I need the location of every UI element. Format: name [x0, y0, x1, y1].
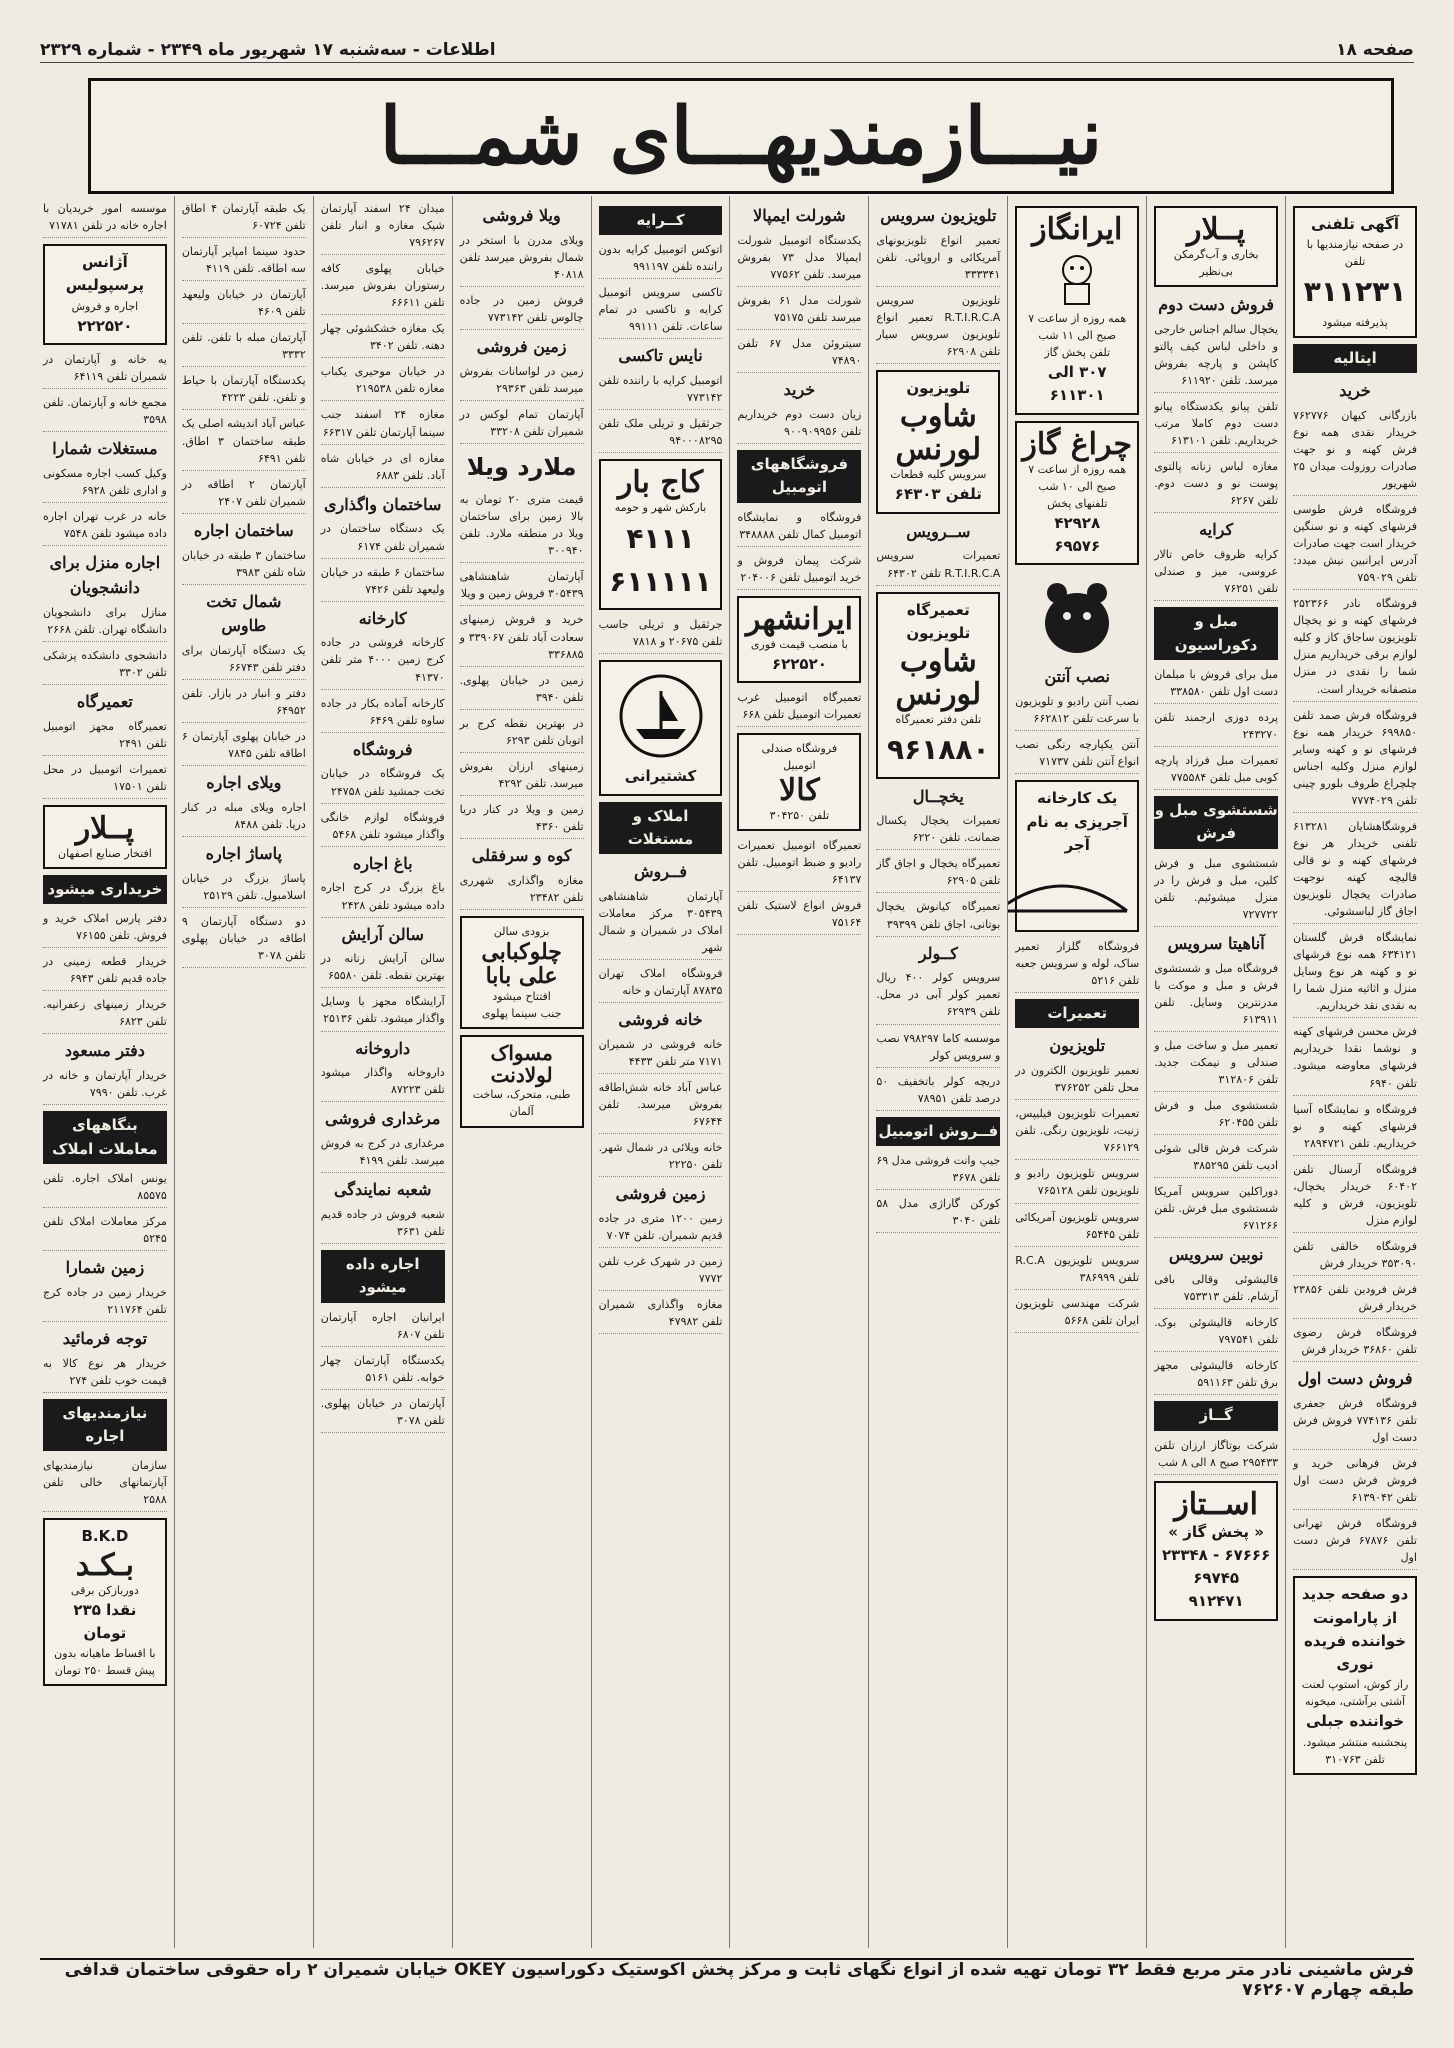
- aria-title: آناهیتا سرویس: [1167, 933, 1265, 953]
- ad: فروشگاه و نمایشگاه اتومبیل کمال تلفن ۳۴۸۸۸۸: [737, 509, 861, 547]
- ad: خریدار زمین در جاده کرج تلفن ۲۱۱۷۶۴: [43, 1284, 167, 1322]
- butane-brand: اســتاز: [1174, 1486, 1258, 1522]
- bkd-price: نقدا ۲۳۵ تومان: [73, 1600, 137, 1642]
- kooh-title: کوه و سرفقلی: [471, 846, 572, 865]
- ad: تعمیرگاه مجهز اتومبیل تلفن ۲۴۹۱: [43, 718, 167, 756]
- rent-title: کرایه: [1199, 520, 1234, 540]
- ad: موسسه کاما ۷۹۸۲۹۷ نصب و سرویس کولر: [876, 1030, 1000, 1068]
- kebab-line: جنب سینما پهلوی: [481, 1007, 562, 1021]
- taxi-title: نایس تاکسی: [618, 346, 703, 366]
- ad: خانه در غرب تهران اجاره داده میشود تلفن ۷۵۴۸: [43, 508, 167, 546]
- ad: باغ بزرگ در کرج اجاره داده میشود تلفن ۲۴۲۸: [321, 879, 445, 917]
- kajbar-box: [599, 459, 723, 610]
- ad: عباس آباد خانه شش‌اطاقه بفروش میرسد. تلفن ۶۷۶۴۴: [599, 1079, 723, 1134]
- chiragh-label: تلفنهای پخش: [1047, 496, 1108, 510]
- ad: آپارتمان تمام لوکس در شمیران تلفن ۳۳۲۰۸: [460, 406, 584, 444]
- concert-line: دو صفحه جدید از پارامونت: [1301, 1585, 1409, 1627]
- ad: تاکسی سرویس اتومبیل کرایه و تاکسی در تمام ساعات. تلفن ۹۹۱۱۱: [599, 284, 723, 339]
- ad: تعمیرات اتومبیل در محل تلفن ۱۷۵۰۱: [43, 761, 167, 799]
- land-title: زمین شمارا: [65, 1257, 145, 1277]
- salon-title: سالن آرایش: [341, 924, 424, 944]
- concert-line: خواننده فریده نوری: [1303, 1631, 1407, 1674]
- ad: شستشوی مبل و فرش کلین، مبل و فرش را در منزل میشوئیم. تلفن ۷۲۷۷۲۲: [1154, 855, 1278, 927]
- ad: سرویس تلویزیون R.C.A تلفن ۳۸۶۹۹۹: [1015, 1252, 1139, 1290]
- nobin-title: نوبین سرویس: [1168, 1245, 1264, 1265]
- ad: فروشگاه فرش رضوی تلفن ۳۶۸۶۰ خریدار فرش: [1293, 1324, 1417, 1362]
- fridge-title: یخچــال: [912, 786, 964, 806]
- buyer-label: خریداری میشود: [43, 875, 167, 904]
- kebab-line: افتتاح میشود: [492, 990, 551, 1004]
- column-1: [1285, 196, 1424, 1948]
- ad: شعبه فروش در جاده قدیم تلفن ۳۶۳۱: [321, 1206, 445, 1244]
- villa-title: ویلا فروشی: [482, 206, 561, 225]
- ad: آپارتمان در خیابان ولیعهد تلفن ۴۶۰۹: [182, 286, 306, 324]
- phone-box-title: آگهی تلفنی: [1311, 215, 1400, 233]
- ad: ویلای مدرن با استخر در شمال بفروش میرسد تلفن ۴۰۸۱۸: [460, 232, 584, 287]
- ad: مبل برای فروش با مبلمان دست اول تلفن ۳۳۸۵۸۰: [1154, 666, 1278, 704]
- antenna-title: نصب آنتن: [1044, 667, 1110, 687]
- ad: فروشگاه املاک تهران ۸۷۸۳۵ آپارتمان و خانه: [599, 965, 723, 1003]
- shaub-phone: ۹۶۱۸۸۰: [887, 733, 990, 767]
- ad: خانه فروشی در شمیران ۷۱۷۱ متر تلفن ۴۴۳۳: [599, 1036, 723, 1074]
- iranshahr-box: [737, 596, 861, 683]
- shaub-box-2: [876, 592, 1000, 779]
- ad: یک مغازه خشکشوئی چهار دهنه. تلفن ۳۴۰۲: [321, 320, 445, 358]
- ad: پاساژ بزرگ در خیابان اسلامبول. تلفن ۲۵۱۲۹: [182, 870, 306, 908]
- ad: مغازه ۲۴ اسفند جنب سینما آپارتمان تلفن ۶۶۳۱۷: [321, 406, 445, 444]
- gas-title: گــاز: [1154, 1401, 1278, 1430]
- phone-box-line: در صفحه نیازمندیها با تلفن: [1306, 238, 1404, 269]
- column-4: [868, 196, 1007, 1948]
- ad: فروشگاه نادر ۲۵۲۳۶۶ فرشهای کهنه و نو یخچال تلویزیون ساجاق کاز و کلیه لوازم برقی خریداریم منزل شما را نقدی در منزل متصفانه خریدار است.: [1293, 595, 1417, 701]
- kajbar-line: بارکش شهر و حومه: [614, 501, 707, 515]
- ad: تعمیر انواع تلویزیونهای آمریکائی و اروپائی. تلفن ۳۳۳۳۴۱: [876, 232, 1000, 287]
- ad: تعمیرگاه اتومبیل غرب تعمیرات اتومبیل تلفن ۶۶۸: [737, 689, 861, 727]
- ad: میدان ۲۴ اسفند آپارتمان شیک مغازه و انبار تلفن ۷۹۶۲۶۷: [321, 200, 445, 255]
- ad: اتومبیل کرایه با راننده تلفن ۷۷۳۱۴۲: [599, 372, 723, 410]
- rent-apt-title: مستغلات شمارا: [52, 439, 158, 459]
- ad: تعمیرات یخچال یکسال ضمانت. تلفن ۶۲۲۰: [876, 812, 1000, 850]
- ad: کارخانه آماده بکار در جاده ساوه تلفن ۶۴۶۹: [321, 695, 445, 733]
- ad: شورلت مدل ۶۱ بفروش میرسد تلفن ۷۵۱۷۵: [737, 292, 861, 330]
- pallar-box: [43, 805, 167, 869]
- persepolis-brand: آژانس پرسپولیس: [65, 253, 144, 295]
- bkd-brand: بـکـد: [75, 1547, 135, 1583]
- shop-title: فروشگاه: [352, 739, 413, 759]
- column-7: [452, 196, 591, 1948]
- tv-service-title: تلویزیون سرویس: [880, 206, 997, 225]
- column-3: [1007, 196, 1146, 1948]
- phone-ad-box: [1293, 206, 1417, 338]
- concert-box: [1293, 1576, 1417, 1774]
- pallar-tagline: بخاری و آب‌گرمکن بی‌نظیر: [1173, 248, 1259, 279]
- ad: قالیشوئی وقالی بافی آرشام. تلفن ۷۵۳۳۱۳: [1154, 1271, 1278, 1309]
- ad: سازمان نیازمندیهای آپارتمانهای خالی تلفن ۲۵۸۸: [43, 1457, 167, 1512]
- kala-line: فروشگاه صندلی اتومبیل: [761, 742, 838, 773]
- irangaz-brand: ایرانگاز: [1032, 212, 1123, 247]
- ad: وکیل کسب اجاره مسکونی و اداری تلفن ۶۹۲۸: [43, 465, 167, 503]
- banks-label: بنگاههای معاملات املاک: [43, 1111, 167, 1164]
- ad: بازرگانی کیهان ۷۶۲۷۷۶ خریدار نقدی همه نوع فرش کهنه و نو جهت صادرات روزولت میدان ۲۵ شهریور: [1293, 407, 1417, 496]
- issue-line: اطلاعات - سه‌شنبه ۱۷ شهریور ماه ۲۳۴۹ - شماره ۲۳۲۹: [40, 40, 496, 60]
- ad: اجاره ویلای مبله در کنار دریا. تلفن ۸۴۸۸: [182, 799, 306, 837]
- ad: سرویس کولر ۴۰۰ ریال تعمیر کولر آبی در محل. تلفن ۶۲۹۳۹: [876, 969, 1000, 1024]
- ad: خریدار زمینهای زعفرانیه. تلفن ۶۸۲۳: [43, 996, 167, 1034]
- ad: زمین و ویلا در کنار دریا تلفن ۴۳۶۰: [460, 801, 584, 839]
- kajbar-brand: کاج بار: [617, 465, 704, 501]
- ad: یکدستگاه آپارتمان با حیاط و تلفن. تلفن ۴۲۲۳: [182, 372, 306, 410]
- ad: سرویس تلویزیون رادیو و تلویزیون تلفن ۷۶۵۱۲۸: [1015, 1165, 1139, 1203]
- secondhand-title: فروش دست دوم: [1158, 295, 1275, 315]
- ad: فروشگاه گلزار تعمیر ساک، لوله و سرویس جعبه تلفن ۵۲۱۶: [1015, 938, 1139, 993]
- bear-logo-icon: [1017, 571, 1137, 661]
- ad: در بهترین نقطه کرج بر اتوبان تلفن ۶۲۹۳: [460, 715, 584, 753]
- ad: فروشگاه لوازم خانگی واگذار میشود تلفن ۵۴۶۸: [321, 809, 445, 847]
- ad: ساختمان ۳ طبقه در خیابان شاه تلفن ۳۹۸۳: [182, 547, 306, 585]
- ad: دو دستگاه آپارتمان ۹ اطاقه در خیابان پهلوی تلفن ۳۰۷۸: [182, 913, 306, 968]
- ad: زمین در شهرک غرب تلفن ۷۷۷۲: [599, 1253, 723, 1291]
- ad: خریدار قطعه زمینی در جاده قدیم تلفن ۶۹۴۳: [43, 953, 167, 991]
- cooler-title: کــولر: [918, 943, 958, 963]
- ad: ایرانیان اجاره آپارتمان تلفن ۶۸۰۷: [321, 1309, 445, 1347]
- ad: داروخانه واگذار میشود تلفن ۸۷۲۲۳: [321, 1064, 445, 1102]
- ad: تعمیرات سرویس R.T.I.R.C.A تلفن ۶۴۳۰۲: [876, 547, 1000, 585]
- masthead-title: نیـــازمندیهـــای شمـــا: [379, 90, 1103, 182]
- chiragh-hours: همه روزه از ساعت ۷ صبح الی ۱۰ شب: [1028, 462, 1127, 493]
- ad: خرید و فروش زمینهای سعادت آباد تلفن ۳۳۹۰۶۷ و ۳۳۶۸۸۵: [460, 611, 584, 666]
- ad: موسسه امور خریدیان با اجاره خانه در تلفن ۷۱۷۸۱: [43, 200, 167, 238]
- ad: شرکت پیمان فروش و خرید اتومبیل تلفن ۲۰۴۰۰۶: [737, 552, 861, 590]
- concert-line: راز کوش، استوپ لعنت: [1301, 1678, 1409, 1692]
- ad: فروشگاه مبل و شستشوی فرش و مبل و موکت با مدرنترین وسایل. تلفن ۶۱۳۹۱۱: [1154, 960, 1278, 1032]
- bkd-installment: با اقساط ماهیانه بدون پیش قسط ۲۵۰ تومان: [54, 1647, 156, 1678]
- ad: جیپ وانت فروشی مدل ۶۹ تلفن ۳۶۷۸: [876, 1152, 1000, 1190]
- kebab-line: بزودی سالن: [493, 924, 550, 938]
- shaub-line: سرویس کلیه قطعات: [890, 468, 987, 482]
- ad: تعمیر مبل و ساخت مبل و صندلی و نیمکت جدید. تلفن ۳۱۲۸۰۶: [1154, 1037, 1278, 1092]
- butane-phone: ۶۷۶۶۶ - ۲۳۳۴۸: [1162, 1545, 1271, 1564]
- chiragh-brand: چراغ گاز: [1022, 426, 1133, 462]
- ad: دفتر و انبار در بازار. تلفن ۶۴۹۵۲: [182, 685, 306, 723]
- concert-line: پنجشنبه منتشر میشود. تلفن ۳۱۰۷۶۳: [1302, 1735, 1408, 1766]
- shaub-brand: شاوب لورنس: [895, 399, 982, 468]
- service-title: ســرویس: [906, 521, 971, 541]
- ad: خریدار آپارتمان و خانه در غرب. تلفن ۷۹۹۰: [43, 1067, 167, 1105]
- repair-title: تعمیرگاه: [76, 691, 133, 711]
- pallar-tagline: افتخار صنایع اصفهان: [58, 846, 152, 860]
- land-title: زمین فروشی: [476, 337, 567, 357]
- building-title: ساختمان واگذاری: [324, 494, 442, 514]
- office-title: شمال تخت طاوس: [206, 591, 282, 636]
- shaub-brand: شاوب لورنس: [895, 644, 982, 713]
- kala-brand: کالا: [779, 773, 820, 809]
- butane-phone: ۹۱۲۴۷۱: [1188, 1592, 1244, 1611]
- bkd-box: [43, 1518, 167, 1686]
- kala-box: [737, 733, 861, 831]
- ad: اتوکس اتومبیل کرایه بدون راننده تلفن ۹۹۱۱۹۷: [599, 241, 723, 279]
- gas-mascot-icon: [1047, 250, 1107, 306]
- garden-title: باغ اجاره: [352, 853, 413, 873]
- shaub-box: [876, 370, 1000, 514]
- ad: یک دستگاه آپارتمان برای دفتر تلفن ۶۶۷۴۳: [182, 642, 306, 680]
- school-title: شعبه نمایندگی: [334, 1180, 432, 1200]
- ad: مغازه لباس زنانه پالتوی پوست نو و دست دوم. تلفن ۶۲۶۷: [1154, 458, 1278, 513]
- ad: یونس املاک اجاره. تلفن ۸۵۵۷۵: [43, 1170, 167, 1208]
- concert-line: خواننده جبلی: [1306, 1712, 1405, 1731]
- ad: سرویس تلویزیون آمریکائی تلفن ۶۵۴۴۵: [1015, 1209, 1139, 1247]
- shaub-line: تلفن دفتر تعمیرگاه: [895, 713, 982, 727]
- ad: یکدستگاه اتومبیل شورلت ایمپالا مدل ۷۳ بفروش میرسد. تلفن ۷۷۵۶۲: [737, 232, 861, 287]
- ad: شستشوی مبل و فرش تلفن ۶۲۰۴۵۵: [1154, 1097, 1278, 1135]
- furniture-title: مبل و دکوراسیون: [1154, 607, 1278, 660]
- irangaz-hours: همه روزه از ساعت ۷ صبح الی ۱۱ شب: [1028, 312, 1127, 343]
- bridge-illustration-icon: [1007, 861, 1132, 921]
- irangaz-phone: ۳۰۷ الی ۶۱۱۳۰۱: [1047, 363, 1107, 405]
- pharmacy-title: داروخانه: [355, 1038, 411, 1058]
- realestate-label: املاک و مستغلات: [599, 802, 723, 855]
- villa-rent-title: ویلای اجاره: [206, 773, 282, 793]
- page-header-line: [40, 38, 1414, 63]
- ad: تعمیر تلویزیون الکترون در محل تلفن ۳۷۶۲۵۲: [1015, 1062, 1139, 1100]
- ad: کارخانه قالیشوئی مجهز برق تلفن ۵۹۱۱۶۳: [1154, 1357, 1278, 1395]
- ad: زمین ۱۲۰۰ متری در جاده قدیم شمیران. تلفن ۷۰۷۴: [599, 1210, 723, 1248]
- miswak-box: [460, 1035, 584, 1127]
- attention-title: توجه فرمائید: [62, 1328, 148, 1348]
- land-title: زمین فروشی: [615, 1184, 706, 1204]
- ad: آپارتمان در خیابان پهلوی. تلفن ۳۰۷۸: [321, 1395, 445, 1433]
- ad: فرش محسن فرشهای کهنه و نوشما نقدا خریداریم فرشهای معاوضه میشود. تلفن ۶۹۴۰: [1293, 1023, 1417, 1095]
- persepolis-box: [43, 244, 167, 345]
- ad: آپارتمان ۲ اطاقه در شمیران تلفن ۲۴۰۷: [182, 476, 306, 514]
- ad: تعمیرگاه یخچال و اجاق گاز تلفن ۶۲۹۰۵: [876, 855, 1000, 893]
- pallar-box: [1154, 206, 1278, 287]
- ad: فرش فرهانی خرید و فروش فرش دست اول تلفن ۶۱۳۹۰۴۲: [1293, 1455, 1417, 1510]
- ship-label: کشتیرانی: [624, 767, 697, 786]
- irangaz-box: [1015, 206, 1139, 415]
- chiragh-phone: ۴۲۹۲۸: [1054, 513, 1101, 532]
- bkd-line: دوربازکن برقی: [70, 1583, 139, 1597]
- ad: منازل برای دانشجویان دانشگاه تهران. تلفن ۲۶۶۸: [43, 604, 167, 642]
- chiragh-phone: ۶۹۵۷۶: [1054, 537, 1101, 556]
- persepolis-phone: ۲۲۲۵۲۰: [77, 316, 133, 335]
- ad: خیابان پهلوی کافه رستوران بفروش میرسد. تلفن ۶۶۶۱۱: [321, 260, 445, 315]
- kajbar-phone: ۴۱۱۱: [626, 521, 695, 555]
- tv-title: تلویزیون: [1049, 1036, 1106, 1056]
- ambala-title: شورلت ایمپالا: [753, 206, 846, 225]
- column-5: [729, 196, 868, 1948]
- footer-ad-strip: [40, 1958, 1414, 2000]
- ad: یه خانه و آپارتمان در شمیران تلفن ۶۴۱۱۹: [43, 351, 167, 389]
- ad: زمین در لواسانات بفروش میرسد تلفن ۲۹۳۶۳: [460, 363, 584, 401]
- ad: کورکن گاراژی مدل ۵۸ تلفن ۳۰۴۰: [876, 1195, 1000, 1233]
- ad: مغازه واگذاری شمیران تلفن ۴۷۹۸۲: [599, 1296, 723, 1334]
- wash-title: شستشوی مبل و فرش: [1154, 796, 1278, 849]
- ship-box: [599, 660, 723, 795]
- ad: آرایشگاه مجهز با وسایل واگذار میشود. تلفن ۲۵۱۳۶: [321, 993, 445, 1031]
- ad: فروشگاه خالقی تلفن ۳۵۳۰۹۰ خریدار فرش: [1293, 1238, 1417, 1276]
- ad: یکدستگاه آپارتمان چهار خوابه. تلفن ۵۱۶۱: [321, 1352, 445, 1390]
- pallar-brand: پــلار: [75, 810, 135, 846]
- ad: فروش انواع لاستیک تلفن ۷۵۱۶۴: [737, 897, 861, 935]
- ad: یخچال سالم اجناس خارجی و داخلی لباس کیف پالتو کاپشن و پارچه بفروش میرسد. تلفن ۶۱۱۹۲۰: [1154, 321, 1278, 393]
- promo-box: [1015, 780, 1139, 932]
- repairs-title: تعمیرات: [1015, 999, 1139, 1028]
- iranshahr-line: با منصب قیمت فوری: [750, 637, 848, 651]
- ad: مجمع خانه و آپارتمان. تلفن ۳۵۹۸: [43, 394, 167, 432]
- page-label: صفحه ۱۸: [1336, 40, 1414, 60]
- butane-phone: ۶۹۷۴۵: [1193, 1569, 1240, 1588]
- bkd-latin: B.K.D: [81, 1527, 129, 1546]
- ad: فروشگاه فرش طوسی فرشهای کهنه و نو سنگین خریدار است جهت صادرات آدرس ایرانبین نیش میدد: تلفن ۷۵۹۰۲۹: [1293, 501, 1417, 590]
- ad: کارخانه فروشی در جاده کرج زمین ۴۰۰۰ متر تلفن ۴۱۳۷۰: [321, 634, 445, 689]
- column-10: [36, 196, 174, 1948]
- ad: خانه ویلائی در شمال شهر. تلفن ۲۲۲۵۰: [599, 1139, 723, 1177]
- ad: عباس آباد اندیشه اصلی یک طبقه ساختمان ۳ اطاق. تلفن ۶۴۹۱: [182, 415, 306, 470]
- ad: فروشگاه فرش تهرانی تلفن ۶۷۸۷۶ فرش دست اول: [1293, 1515, 1417, 1570]
- ad: دفتر پارس املاک خرید و فروش. تلفن ۷۶۱۵۵: [43, 910, 167, 948]
- carshop-label: فروشگاههای اتومبیل: [737, 450, 861, 503]
- ad: تعمیرگاه اتومبیل تعمیرات رادیو و ضبط اتومبیل. تلفن ۶۴۱۳۷: [737, 837, 861, 892]
- ad: تلویزیون سرویس R.T.I.R.C.A تعمیر انواع تلویزیون سرویس سیار تلفن ۶۲۹۰۸: [876, 292, 1000, 364]
- ad: زمینهای ارزان بفروش میرسد. تلفن ۴۲۹۲: [460, 758, 584, 796]
- chiragh-box: [1015, 421, 1139, 566]
- ad: تعمیرات مبل فرزاد پارچه کوبی مبل تلفن ۷۷۵۵۸۴: [1154, 752, 1278, 790]
- kala-phone: تلفن ۳۰۴۲۵۰: [769, 809, 830, 823]
- students-title: اجاره منزل برای دانشجویان: [49, 553, 161, 597]
- ad: شرکت مهندسی تلویزیون ایران تلفن ۵۶۶۸: [1015, 1295, 1139, 1333]
- ad: مغازه ای در خیابان شاه آباد. تلفن ۶۸۸۳: [321, 450, 445, 488]
- ad: دوراکلین سرویس آمریکا شستشوی مبل فرش. تلفن ۶۷۱۲۶۶: [1154, 1183, 1278, 1238]
- column-8: [313, 196, 452, 1948]
- ad: مرکز معاملات املاک تلفن ۵۲۴۵: [43, 1213, 167, 1251]
- ad: نصب آنتن رادیو و تلویزیون با سرعت تلفن ۶۶۲۸۱۲: [1015, 693, 1139, 731]
- ad: تلفن پیانو یکدستگاه پیانو دست دوم کاملا مرتب خریداریم. تلفن ۶۱۳۱۰۱: [1154, 398, 1278, 453]
- sale-title: فــروش: [633, 862, 688, 882]
- buy-title: خرید: [1339, 381, 1371, 401]
- columns-grid: [36, 196, 1424, 1948]
- pasarg-title: پاساژ اجاره: [205, 844, 282, 864]
- ad: یک فروشگاه در خیابان تخت جمشید تلفن ۲۴۷۵۸: [321, 765, 445, 803]
- shaub-line: تلویزیون: [906, 379, 971, 398]
- rent-label: کــرایه: [599, 206, 723, 235]
- ad: فروشگاه فرش جعفری تلفن ۷۷۴۱۳۶ فروش فرش دست اول: [1293, 1395, 1417, 1450]
- ship-emblem-icon: [616, 671, 706, 761]
- ad: ساختمان ۶ طبقه در خیابان ولیعهد تلفن ۷۴۲۶: [321, 564, 445, 602]
- pallar-brand: پــلار: [1186, 212, 1246, 247]
- column-9: [174, 196, 313, 1948]
- ad: آنتن یکپارچه رنگی نصب انواع آنتن تلفن ۷۱۷۳۷: [1015, 736, 1139, 774]
- butane-box: [1154, 1481, 1278, 1621]
- ad: فروشگاه آرسنال تلفن ۶۰۴۰۲ خریدار یخچال، تلویزیون، فرش و کلیه لوازم منزل: [1293, 1161, 1417, 1233]
- ad: یک طبقه آپارتمان ۴ اطاق تلفن ۶۰۷۲۴: [182, 200, 306, 238]
- car-title: فــروش اتومبیل: [876, 1117, 1000, 1146]
- ad: شرکت فرش قالی شوئی ادیب تلفن ۳۸۵۲۹۵: [1154, 1140, 1278, 1178]
- ad: آپارتمان شاهنشاهی ۳۰۵۴۳۹ مرکز معاملات املاک در شمیران و شمال شهر: [599, 888, 723, 960]
- ad: کارخانه قالیشوئی بوک. تلفن ۷۹۷۵۴۱: [1154, 1314, 1278, 1352]
- ad: فروشگاه فرش صمد تلفن ۶۹۹۸۵۰ خریدار همه نوع فرشهای نو و کهنه وسایر لوازم منزل وکلیه اجناس چلچراغ ظروف بلورو چینی تلفن ۷۷۷۴۰۲۹: [1293, 707, 1417, 813]
- miswak-line: طبی، متحرک، ساخت آلمان: [472, 1088, 571, 1119]
- factory-title: کارخانه: [358, 608, 407, 628]
- ad: فرش فرودین تلفن ۲۳۸۵۶ خریدار فرش: [1293, 1281, 1417, 1319]
- phone-box-note: پذیرفته میشود: [1322, 315, 1388, 329]
- ad: فروشگاه و نمایشگاه آسیا فرشهای کهنه و نو خریداریم. تلفن ۲۸۹۴۷۲۱: [1293, 1101, 1417, 1156]
- ad: دریچه کولر باتخفیف ۵۰ درصد تلفن ۷۸۹۵۱: [876, 1073, 1000, 1111]
- miswak-brand: مسواک لولادنت: [490, 1041, 553, 1088]
- secondhand-title: فروش دست اول: [1297, 1369, 1413, 1389]
- ad: در خیابان موحیری یکباب مغازه تلفن ۲۱۹۵۳۸: [321, 363, 445, 401]
- ad: آپارتمان مبله با تلفن. تلفن ۳۳۳۲: [182, 329, 306, 367]
- column-6: [591, 196, 730, 1948]
- ad: مغازه واگذاری شهرری تلفن ۲۳۴۸۲: [460, 872, 584, 910]
- ad: خریدار هر نوع کالا به قیمت خوب تلفن ۲۷۴: [43, 1355, 167, 1393]
- shaub-line: تعمیرگاه تلویزیون: [906, 600, 971, 642]
- ad: قیمت متری ۲۰ تومان به بالا زمین برای ساختمان ویلا در منطقه ملارد. تلفن ۳۰۰۹۴۰: [460, 491, 584, 563]
- ad: یک دستگاه ساختمان در شمیران تلفن ۶۱۷۴: [321, 520, 445, 558]
- irangaz-label: تلفن پخش گاز: [1044, 346, 1111, 360]
- lease-label: اجاره داده میشود: [321, 1250, 445, 1303]
- ad: فروش زمین در جاده چالوس تلفن ۷۷۳۱۴۲: [460, 292, 584, 330]
- column-2: [1146, 196, 1285, 1948]
- buy-title: خرید: [783, 380, 816, 400]
- kajbar-phone: ۶۱۱۱۱۱: [609, 564, 712, 598]
- iranshahr-phone: ۶۲۲۵۲۰: [771, 654, 827, 673]
- ad: زیان دست دوم خریداریم تلفن ۹۰۰۹۰۹۹۵۶: [737, 406, 861, 444]
- ad: کرایه ظروف خاص تالار عروسی، میز و صندلی تلفن ۷۶۲۵۱: [1154, 546, 1278, 601]
- footer-text: فرش ماشینی نادر متر مربع فقط ۳۲ تومان تهیه شده از انواع نگهای ثابت و مرکز پخش اکوستیک دکوراسیون OKEY خیابان شمیران ۲ راه حقوقی ساختمان قدافی طبقه چهارم ۷۶۲۶۰۷: [64, 1960, 1414, 2000]
- ad: آپارتمان شاهنشاهی ۳۰۵۴۳۹ فروش زمین و ویلا: [460, 568, 584, 606]
- ad: جرثقیل و تریلی جاسب تلفن ۲۰۶۷۵ و ۷۸۱۸: [599, 616, 723, 654]
- ad: دانشجوی دانشکده پزشکی تلفن ۳۳۰۲: [43, 647, 167, 685]
- masood-title: دفتر مسعود: [64, 1041, 145, 1061]
- shaub-phone: تلفن ۶۴۳۰۳: [894, 485, 982, 504]
- kebab-box: [460, 916, 584, 1030]
- ad: تعمیرگاه کیانوش یخچال بوتانی، اجاق تلفن ۳۹۳۹۹: [876, 898, 1000, 936]
- ad: مرغداری در کرج به فروش میرسد. تلفن ۴۱۹۹: [321, 1135, 445, 1173]
- iranshahr-brand: ایرانشهر: [745, 601, 853, 637]
- poultry-title: مرغداری فروشی: [325, 1109, 441, 1129]
- ad: سیتروئن مدل ۶۷ تلفن ۷۴۸۹۰: [737, 335, 861, 373]
- building-title: ساختمان اجاره: [193, 520, 294, 540]
- ad: فروشگاهشایان ۶۱۳۲۸۱ تلفنی خریدار هر نوع فرشهای کهنه و نو قالی قالیچه کهنه نوجهت صادرات یخچال تلویزیون اجاق گاز لباسشوئی.: [1293, 818, 1417, 924]
- persepolis-line: اجاره و فروش: [71, 299, 139, 313]
- ad: تعمیرات تلویزیون فیلیپس، زنیت، تلویزیون رنگی. تلفن ۷۶۶۱۲۹: [1015, 1105, 1139, 1160]
- promo-line: یک کارخانه آجرپزی به نام آجر: [1026, 789, 1128, 854]
- rentneed-label: نیازمندیهای اجاره: [43, 1399, 167, 1452]
- ad: حدود سینما امپایر آپارتمان سه اطاقه. تلفن ۴۱۱۹: [182, 243, 306, 281]
- house-title: خانه فروشی: [618, 1010, 703, 1030]
- italy-label: ایتالیه: [1293, 344, 1417, 373]
- ad: در خیابان پهلوی آپارتمان ۶ اطاقه تلفن ۷۸۴۵: [182, 728, 306, 766]
- ad: زمین در خیابان پهلوی. تلفن ۳۹۴۰: [460, 672, 584, 710]
- phone-box-number: ۳۱۱۲۳۱: [1303, 275, 1407, 309]
- kebab-brand: چلوکبابی علی بابا: [481, 938, 562, 990]
- butane-line: « پخش گاز »: [1168, 1522, 1264, 1541]
- concert-line: آشتی برآشتی، میخونه: [1304, 1695, 1406, 1709]
- ad: نمایشگاه فرش گلستان ۶۳۴۱۲۱ همه نوع فرشهای نو و کهنه هر نوع وسایل منزل و اثاثیه منزل شما را به نقدی نقد خریداریم.: [1293, 929, 1417, 1018]
- mollard-title: ملارد ویلا: [466, 453, 577, 482]
- ad: سالن آرایش زنانه در بهترین نقطه. تلفن ۶۵۵۸۰: [321, 950, 445, 988]
- ad: پرده دوزی ارجمند تلفن ۲۴۳۲۷۰: [1154, 709, 1278, 747]
- masthead-box: [88, 78, 1394, 194]
- ad: شرکت بوتاگاز ارزان تلفن ۲۹۵۴۳۳ صبح ۸ الی ۸ شب: [1154, 1437, 1278, 1475]
- ad: جرثقیل و تریلی ملک تلفن ۹۴۰۰۰۸۲۹۵: [599, 415, 723, 453]
